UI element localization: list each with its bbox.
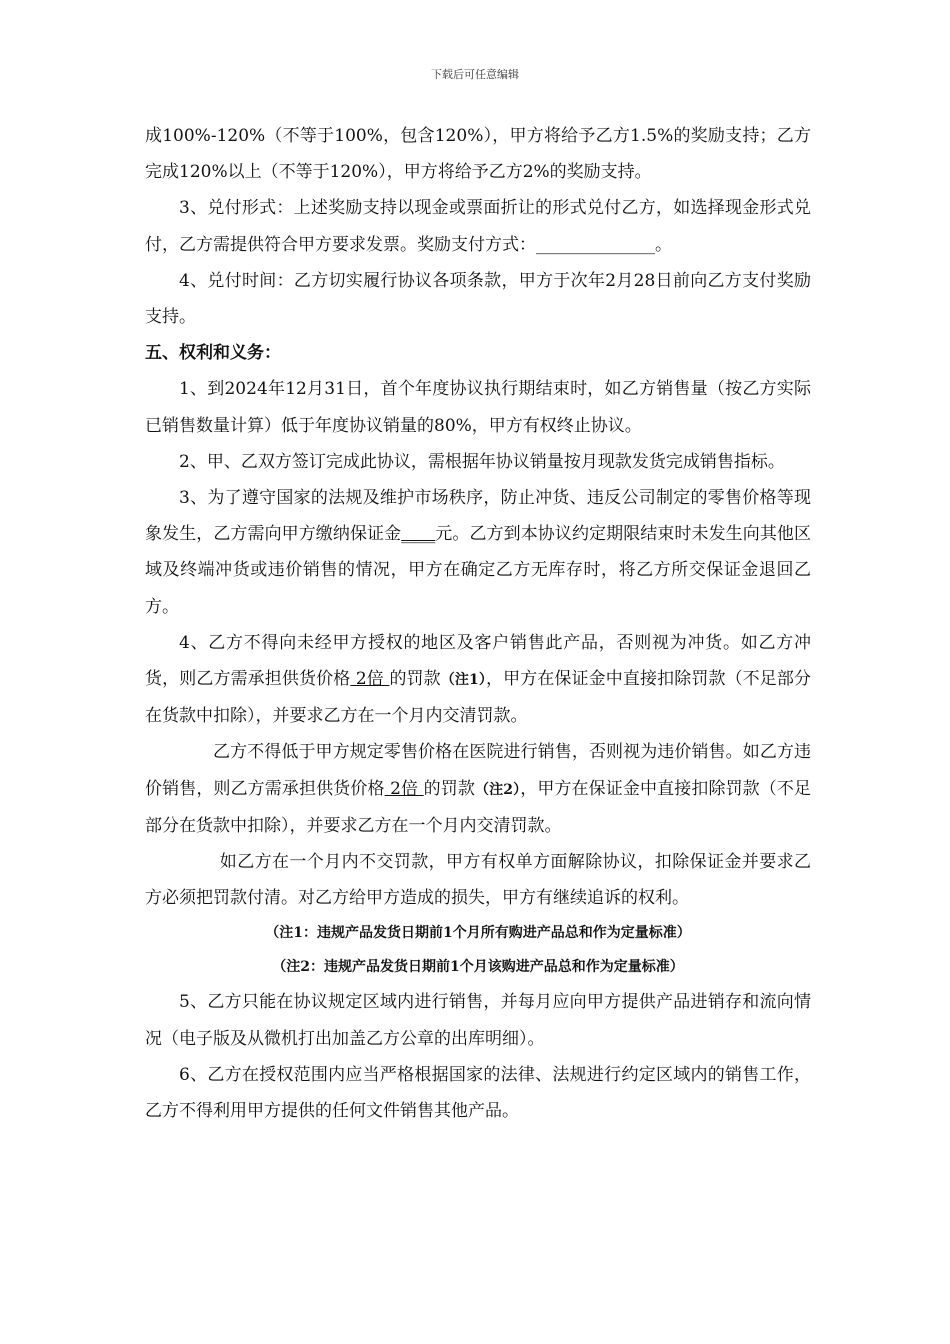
deposit-text-b: 元。乙方到本协议约定期限结束时未发生向其他区域及终端冲货或违价销售的情况，甲方在确定乙方无库存时，将乙方所交保证金退回乙方。: [145, 524, 812, 617]
paragraph-price-violation: [145, 734, 811, 844]
price-violation-text-b: 的罚款: [423, 778, 476, 799]
paragraph-reward-tiers: 成100%-120%（不等于100%，包含120%），甲方将给予乙方1.5%的奖励支持；乙方完成120%以上（不等于120%），甲方将给予乙方2%的奖励支持。: [145, 126, 811, 183]
paragraph-sales-target: 2、甲、乙双方签订完成此协议，需根据年协议销量按月现款发货完成销售指标。: [179, 451, 785, 472]
paragraph-legal-compliance: 6、乙方在授权范围内应当严格根据国家的法律、法规进行约定区域内的销售工作，乙方不得利用甲方提供的任何文件销售其他产品。: [145, 1064, 811, 1122]
price-violation-text-a: 乙方不得低于甲方规定零售价格在医院进行销售，否则视为违价销售。如乙方违价销售，则乙方需承担供货价格: [145, 742, 811, 799]
paragraph-payment-time: 4、兑付时间：乙方切实履行协议各项条款，甲方于次年2月28日前向乙方支付奖励支持。: [145, 270, 811, 328]
paragraph-deposit: [145, 480, 811, 625]
deposit-text-a: 3、为了遵守国家的法规及维护市场秩序，防止冲货、违反公司制定的零售价格等现象发生，乙方需向甲方缴纳保证金: [145, 488, 811, 545]
document-body: [145, 118, 811, 1129]
cross-selling-text-a: 4、乙方不得向未经甲方授权的地区及客户销售此产品，否则视为冲货。如乙方冲货，则乙方需承担供货价格: [145, 632, 811, 690]
cross-selling-text-b: 的罚款: [389, 669, 441, 690]
price-violation-text-c: ，甲方在保证金中直接扣除罚款（不足部分在货款中扣除），并要求乙方在一个月内交清罚款。: [145, 778, 812, 836]
section-heading-rights: 五、权利和义务：: [145, 343, 281, 364]
page-header: 下载后可任意编辑: [431, 68, 519, 81]
note-2: （注2：违规产品发货日期前1个月该购进产品总和作为定量标准）: [272, 959, 684, 976]
cross-selling-text-c: ，甲方在保证金中直接扣除罚款（不足部分在货款中扣除），并要求乙方在一个月内交清罚款。: [145, 669, 812, 727]
deposit-amount-blank: ____: [401, 524, 436, 545]
paragraph-payment-form: 3、兑付形式：上述奖励支持以现金或票面折让的形式兑付乙方，如选择现金形式兑付，乙方需提供符合甲方要求发票。奖励支付方式：______________。: [145, 198, 811, 255]
price-violation-multiplier: 2倍: [384, 778, 424, 799]
paragraph-termination: 1、到2024年12月31日，首个年度协议执行期结束时，如乙方销售量（按乙方实际已销售数量计算）低于年度协议销量的80%，甲方有权终止协议。: [145, 379, 811, 436]
note-ref-1: （注1）: [440, 672, 486, 689]
paragraph-cross-selling: [145, 625, 811, 735]
note-1: （注1：违规产品发货日期前1个月所有购进产品总和作为定量标准）: [265, 925, 691, 942]
paragraph-unpaid-penalty: 如乙方在一个月内不交罚款，甲方有权单方面解除协议，扣除保证金并要求乙方必须把罚款付清。对乙方给甲方造成的损失，甲方有继续追诉的权利。: [145, 852, 811, 909]
paragraph-regional-sales: 5、乙方只能在协议规定区域内进行销售，并每月应向甲方提供产品进销存和流向情况（电子版及从微机打出加盖乙方公章的出库明细）。: [145, 992, 811, 1049]
note-ref-2: （注2）: [475, 781, 521, 798]
cross-selling-multiplier: 2倍: [350, 669, 390, 690]
